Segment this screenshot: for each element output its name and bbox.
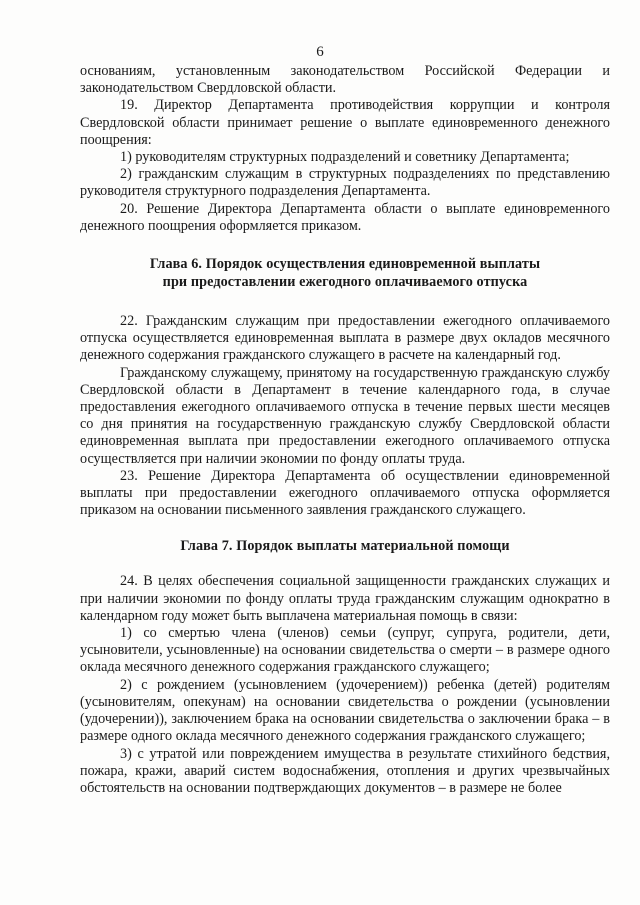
paragraph-23: 23. Решение Директора Департамента об осуществлении единовременной выплаты при предоставлении ежегодного оплачиваемого отпуска оформляется приказом на основании письменного заявления гражданского служащего.: [80, 467, 610, 519]
chapter-6-heading: [80, 255, 610, 291]
page-content: [80, 63, 610, 797]
paragraph-19-item-1: 1) руководителям структурных подразделений и советнику Департамента;: [120, 149, 570, 166]
paragraph-24: 24. В целях обеспечения социальной защищенности гражданских служащих и при наличии экономии по фонду оплаты труда гражданским служащим однократно в календарном году может быть выплачена материальная помощь в связи:: [80, 573, 610, 624]
paragraph-24-item-1: 1) со смертью члена (членов) семьи (супруг, супруга, родители, дети, усыновители, усыновленные) на основании свидетельства о смерти – в размере одного оклада месячного денежного содержания гражданского служащего;: [80, 625, 610, 676]
paragraph-22: 22. Гражданским служащим при предоставлении ежегодного оплачиваемого отпуска осуществляется единовременная выплата в размере двух окладов месячного денежного содержания гражданского служащего в расчете на календарный год.: [80, 313, 610, 364]
chapter-6-heading-line-2: при предоставлении ежегодного оплачиваемого отпуска: [162, 274, 528, 291]
page-number: 6: [316, 44, 324, 60]
chapter-6-heading-line-1: Глава 6. Порядок осуществления единовременной выплаты: [149, 256, 541, 273]
paragraph-19: 19. Директор Департамента противодействия коррупции и контроля Свердловской области принимает решение о выплате единовременного денежного поощрения:: [80, 97, 610, 148]
paragraph-20: 20. Решение Директора Департамента области о выплате единовременного денежного поощрения оформляется приказом.: [80, 200, 610, 234]
paragraph-24-item-2: 2) с рождением (усыновлением (удочерением)) ребенка (детей) родителям (усыновителям, опекунам) на основании свидетельства о рождении (усыновлении (удочерении)), заключением брака на основании свидетельства о заключении брака – в размере одного оклада месячного денежного содержания гражданского служащего;: [80, 676, 610, 745]
paragraph-19-item-2: 2) гражданским служащим в структурных подразделениях по представлению руководителя структурного подразделения Департамента.: [80, 166, 610, 200]
paragraph-continuation: основаниям, установленным законодательством Российской Федерации и законодательством Свердловской области.: [80, 63, 610, 97]
chapter-7-heading: Глава 7. Порядок выплаты материальной помощи: [180, 538, 510, 555]
paragraph-22-continuation: Гражданскому служащему, принятому на государственную гражданскую службу Свердловской области в Департамент в течение календарного года, в случае предоставления ежегодного оплачиваемого отпуска в течение первых шести месяцев со дня принятия на государственную гражданскую службу Свердловской области единовременная выплата при предоставлении ежегодного оплачиваемого отпуска осуществляется при наличии экономии по фонду оплаты труда.: [80, 364, 610, 467]
paragraph-24-item-3: 3) с утратой или повреждением имущества в результате стихийного бедствия, пожара, кражи, аварий систем водоснабжения, отопления и других чрезвычайных обстоятельств на основании подтверждающих документов – в размере не более: [80, 745, 610, 796]
